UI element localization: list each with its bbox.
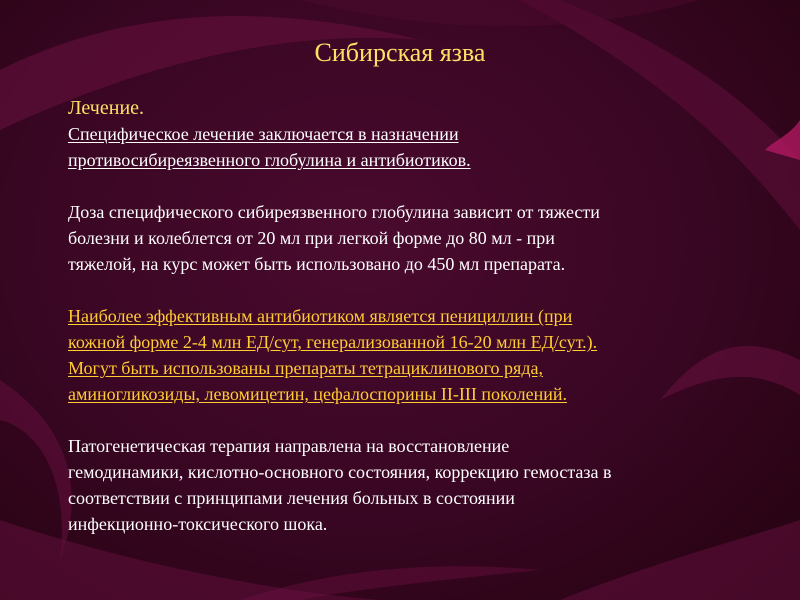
antibiotics-line: Наиболее эффективным антибиотиком является пенициллин (при xyxy=(68,306,573,326)
pathogenetic-line: Патогенетическая терапия направлена на восстановление xyxy=(68,436,510,456)
swoosh-top-band xyxy=(300,0,700,26)
specific-treatment-line: Специфическое лечение заключается в назначении xyxy=(68,124,459,144)
dose-line: тяжелой, на курс может быть использовано до 450 мл препарата. xyxy=(68,254,566,274)
pathogenetic-line: гемодинамики, кислотно-основного состояния, коррекцию гемостаза в xyxy=(68,462,612,482)
pathogenetic-line: инфекционно-токсического шока. xyxy=(68,514,328,534)
swoosh-bottom-mid xyxy=(240,566,540,600)
pathogenetic-line: соответствии с принципами лечения больных в состоянии xyxy=(68,488,515,508)
dose-line: Доза специфического сибиреязвенного глобулина зависит от тяжести xyxy=(68,202,600,222)
slide-title: Сибирская язва xyxy=(314,38,486,67)
pathogenetic-paragraph xyxy=(68,433,768,537)
antibiotics-line: аминогликозиды, левомицетин, цефалоспорины II-III поколений. xyxy=(68,384,567,404)
section-heading: Лечение. xyxy=(68,97,145,119)
specific-treatment-line: противосибиреязвенного глобулина и антибиотиков. xyxy=(68,150,471,170)
antibiotics-paragraph xyxy=(68,303,768,407)
dose-paragraph xyxy=(68,199,768,277)
antibiotics-line: Могут быть использованы препараты тетрациклинового ряда, xyxy=(68,358,543,378)
antibiotics-line: кожной форме 2-4 млн ЕД/сут, генерализованной 16-20 млн ЕД/сут.). xyxy=(68,332,598,352)
slide-content xyxy=(68,95,768,537)
specific-treatment-paragraph xyxy=(68,121,768,173)
dose-line: болезни и колеблется от 20 мл при легкой форме до 80 мл - при xyxy=(68,228,555,248)
